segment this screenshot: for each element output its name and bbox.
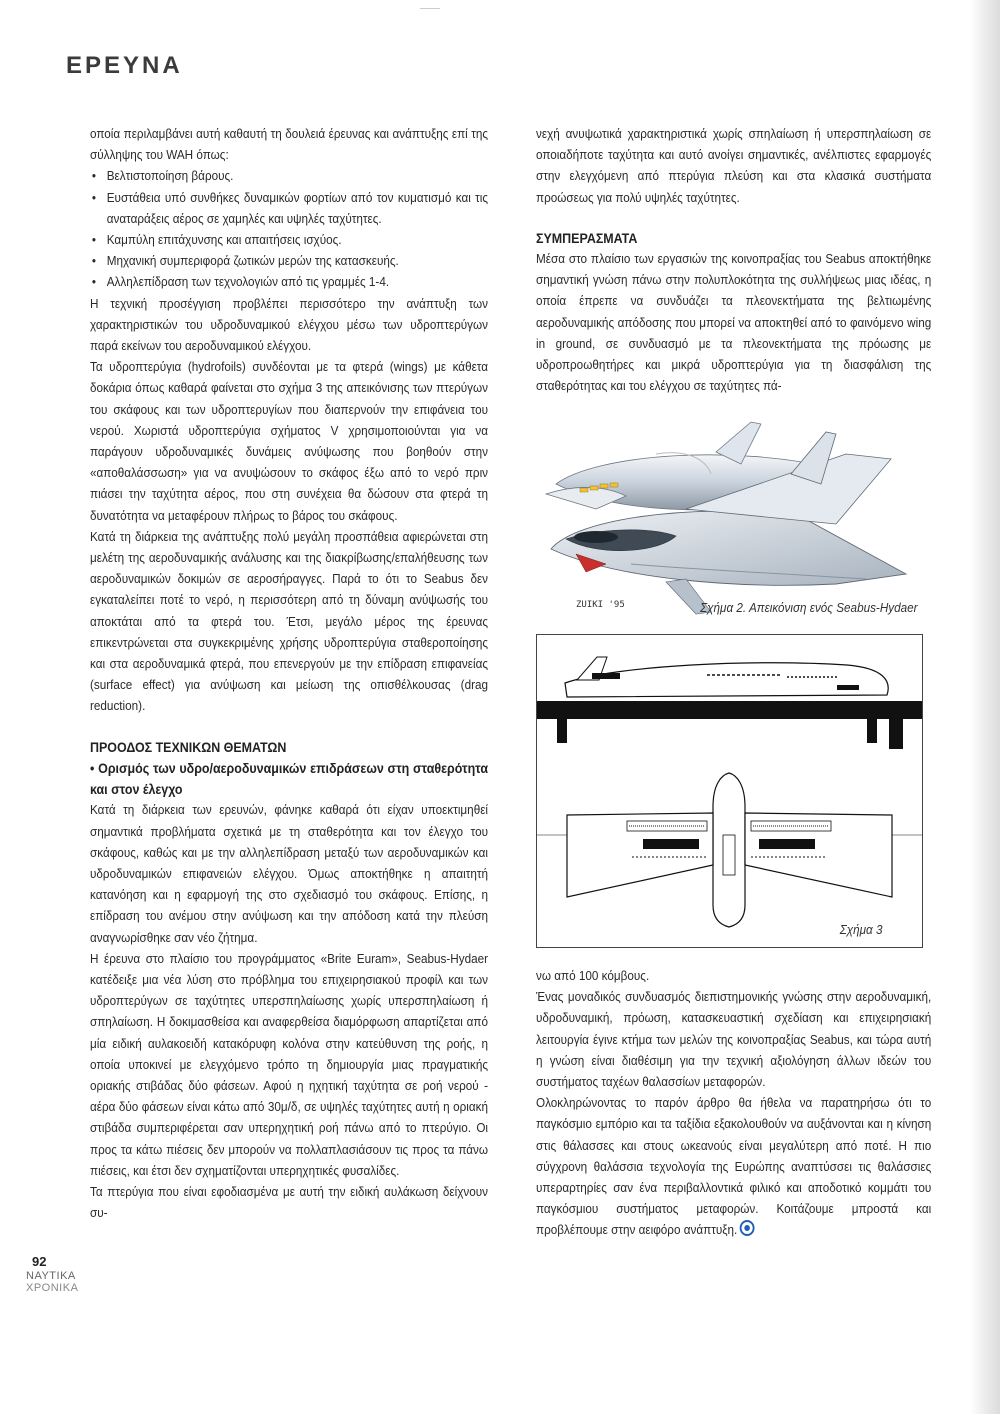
paragraph: Τα πτερύγια που είναι εφοδιασμένα με αυτή την ειδική αυλάκωση δείχνουν συ- bbox=[90, 1184, 489, 1221]
paragraph: Η έρευνα στο πλαίσιο του προγράμματος «Brite Euram», Seabus-Hydaer κατέδειξε μια νέα λύση στο πρόβλημα του επιχειρησιακού προφίλ και των υδροπτερύγων σε ταχύτητες υπερσπηλαίωσης χωρίς υπερσπηλαίωση ή σπηλαίωση. Η δοκιμασθείσα και αναφερθείσα διαμόρφωση απαρτίζεται από μία ειδική αυλακοειδή κατακόρυφη κολόνα στην κατεύθυνση της ροής, η οποία υποκινεί με ελεγχόμενο τρόπο τη δημιουργία μιας πραγματικής οριακής στιβάδας δύο φάσεων. Αφού η ηχητική ταχύτητα σε ροή νερού - αέρα δύο φάσεων είναι κάτω από 30μ/δ, σε υψηλές ταχύτητες αυτή η οριακή στιβάδα συμπεριφέρεται σαν υπερηχητική ροή πάνω από το πτερύγιο. Οι προς τα κάτω πιέσεις δεν μπορούν να πολλαπλασιάσουν τις προς τα πάνω πιέσεις, και έτσι δεν σχηματίζονται υπερηχητικές φυσαλίδες. bbox=[90, 951, 489, 1178]
requirements-list bbox=[90, 166, 488, 293]
intro-paragraph: οποία περιλαμβάνει αυτή καθαυτή τη δουλειά έρευνας και ανάπτυξης επί της σύλληψης του WAH όπως: bbox=[90, 127, 489, 163]
figure-2-rendering bbox=[536, 414, 921, 624]
paragraph: Τα υδροπτερύγια (hydrofoils) συνδέονται με τα φτερά (wings) με κάθετα δοκάρια όπως καθαρά φαίνεται στο σχήμα 3 της απεικόνισης των πτερύγων του σκάφους και των υδροπτερυγίων που διαπερνούν την επιφάνεια του νερού. Χωριστά υδροπτερύγια σχήματος V χρησιμοποιούνται για να παράγουν υδροδυναμικές δυνάμεις ανύψωσης που βοηθούν στην «αποθαλάσσωση» για να ανυψώσουν το σκάφος έξω από το νερό πριν πιάσει την ταχύτητα αέρος, που στη συνέχεια θα δώσουν στα φτερά τη δυνατότητα να μεταφέρουν πλήρως το βάρος του σκάφους. bbox=[90, 360, 489, 523]
paragraph bbox=[536, 1093, 931, 1241]
subsection-heading: • Ορισμός των υδρο/αεροδυναμικών επιδράσεων στη σταθερότητα και στον έλεγχο bbox=[90, 760, 489, 798]
scan-mark bbox=[420, 8, 440, 9]
paragraph: Η τεχνική προσέγγιση προβλέπει περισσότερο την ανάπτυξη των χαρακτηριστικών του υδροδυναμικού ελέγχου μέσω των υδροπτερύγων παρά εκείνων του αεροδυναμικού ελέγχου. bbox=[90, 296, 489, 354]
figure-3-drawing bbox=[536, 634, 923, 948]
spacer bbox=[536, 209, 931, 228]
right-column-bottom bbox=[536, 966, 931, 1242]
list-item: • Αλληλεπίδραση των τεχνολογιών από τις γραμμές 1-4. bbox=[90, 272, 488, 293]
artist-signature: ZUIKI '95 bbox=[576, 600, 625, 610]
page-edge-shadow bbox=[970, 0, 1000, 1414]
figure-3-caption: Σχήμα 3 bbox=[839, 922, 882, 937]
paragraph: νω από 100 κόμβους. bbox=[536, 969, 650, 983]
publication-name-line1: ΝΑΥΤΙΚΑ bbox=[26, 1270, 76, 1282]
paragraph: Κατά τη διάρκεια των ερευνών, φάνηκε καθαρά ότι είχαν υποεκτιμηθεί σημαντικά προβλήματα σχετικά με τη σταθερότητα και τον έλεγχο του σκάφους, καθώς και με την αλληλεπίδραση μεταξύ των αεροδυναμικών και υδροδυναμικών επιφανειών ελέγχου. Όμως αποκτήθηκε η απαιτητή κατανόηση και η εφαρμογή της στο σχεδιασμό του σκάφους. Επίσης, η επίδραση του ανέμου στην ανύψωση και την απόδοση κατά την πλεύση αναγνωρίσθηκε σαν νέο ζήτημα. bbox=[90, 803, 489, 945]
paragraph: νεχή ανυψωτικά χαρακτηριστικά χωρίς σπηλαίωση ή υπερσπηλαίωση σε οποιαδήποτε ταχύτητα και αυτό ανοίγει σημαντικές, ανέλπιστες εφαρμογές στην ελεγχόμενη από πτερύγια πλεύση και στα κλασικά συστήματα προώσεως για πολύ υψηλές ταχύτητες. bbox=[536, 127, 932, 205]
section-heading: ΠΡΟΟΔΟΣ ΤΕΧΝΙΚΩΝ ΘΕΜΑΤΩΝ bbox=[90, 739, 287, 755]
right-column-top bbox=[536, 124, 931, 397]
seabus-technical-drawing bbox=[537, 635, 922, 947]
end-of-article-icon bbox=[740, 1220, 755, 1236]
paragraph: Μέσα στο πλαίσιο των εργασιών της κοινοπραξίας του Seabus αποκτήθηκε σημαντική γνώση πάνω στην πολυπλοκότητα της συλλήψεως μιας ιδέας, η οποία έπρεπε να συνδυάζει τα πλεονεκτήματα της βελτιωμένης αεροδυναμικής απόδοσης που μπορεί να αποκτηθεί από το φαινόμενο wing in ground, σε συνδυασμό με τα πλεονεκτήματα της πρόωσης με υδροπροωθητήρες και μικρά υδροπτερύγια για τη διασφάλιση της σταθερότητας και του ελέγχου σε ταχύτητες πά- bbox=[536, 252, 932, 394]
closing-paragraph-text: Ολοκληρώνοντας το παρόν άρθρο θα ήθελα να παρατηρήσω ότι το παγκόσμιο εμπόριο και τα ταξίδια εξακολουθούν να αυξάνονται και η κίνηση στις θάλασσες και στους ωκεανούς είναι μεγαλύτερη από ποτέ. Η πιο σύγχρονη θαλάσσια τεχνολογία της Ευρώπης αναπτύσσει τις θαλάσσιες υπεραρτηρίες σαν ένα περιβαλλοντικά φιλικό και αποδοτικό κομμάτι του παγκόσμιου συστήματος μεταφορών. Κοιτάζουμε μπροστά και προβλέπουμε στην αειφόρο ανάπτυξη. bbox=[536, 1096, 932, 1238]
paragraph: Ένας μοναδικός συνδυασμός διεπιστημονικής γνώσης στην αεροδυναμική, υδροδυναμική, πρόωση, κατασκευαστική σχεδίαση και επιχειρησιακή λειτουργία έγινε κτήμα των μελών της κοινοπραξίας Seabus, και τώρα αυτή η γνώση είναι διαθέσιμη για την τεχνική αξιολόγηση άλλων ιδεών του συστήματος ταχέων θαλασσίων μεταφορών. bbox=[536, 990, 932, 1090]
publication-name-line2: ΧΡΟΝΙΚΑ bbox=[26, 1282, 79, 1294]
list-item: • Βελτιστοποίηση βάρους. bbox=[90, 166, 488, 187]
list-item: • Ευστάθεια υπό συνθήκες δυναμικών φορτίων από τον κυματισμό και τις αναταράξεις αέρος σε χαμηλές και υψηλές ταχύτητες. bbox=[90, 188, 488, 230]
seabus-rendering-image bbox=[536, 414, 921, 624]
figure-2-caption: Σχήμα 2. Απεικόνιση ενός Seabus-Hydaer bbox=[700, 600, 918, 615]
left-column bbox=[90, 124, 488, 1224]
spacer bbox=[90, 718, 488, 737]
section-heading: ΣΥΜΠΕΡΑΣΜΑΤΑ bbox=[536, 230, 638, 246]
page-number: 92 bbox=[32, 1254, 47, 1269]
paragraph: Κατά τη διάρκεια της ανάπτυξης πολύ μεγάλη προσπάθεια αφιερώνεται στη μελέτη της αεροδυναμικής ανάλυσης και της διακρίβωσης/επαλήθευσης των αεροδυναμικών δοκιμών σε αεροσήραγγες. Παρά το ότι το Seabus δεν εγκαταλείπει ποτέ το νερό, η περισσότερη από τη δύναμη ανύψωσής του αποκτάται από τα φτερά του. Έτσι, μεγάλο μέρος της έρευνας επικεντρώνεται στα συγκεκριμένης χρήσης υδροπτερύγια σταθεροποίησης και στα αεροδυναμικά φτερά, που επενεργούν με την επίδραση επιφανείας (surface effect) για ανύψωση και μείωση της οπισθέλκουσας (drag reduction). bbox=[90, 529, 489, 714]
list-item: • Καμπύλη επιτάχυνσης και απαιτήσεις ισχύος. bbox=[90, 230, 488, 251]
list-item: • Μηχανική συμπεριφορά ζωτικών μερών της κατασκευής. bbox=[90, 251, 488, 272]
section-title: ΕΡΕΥΝΑ bbox=[66, 52, 183, 79]
